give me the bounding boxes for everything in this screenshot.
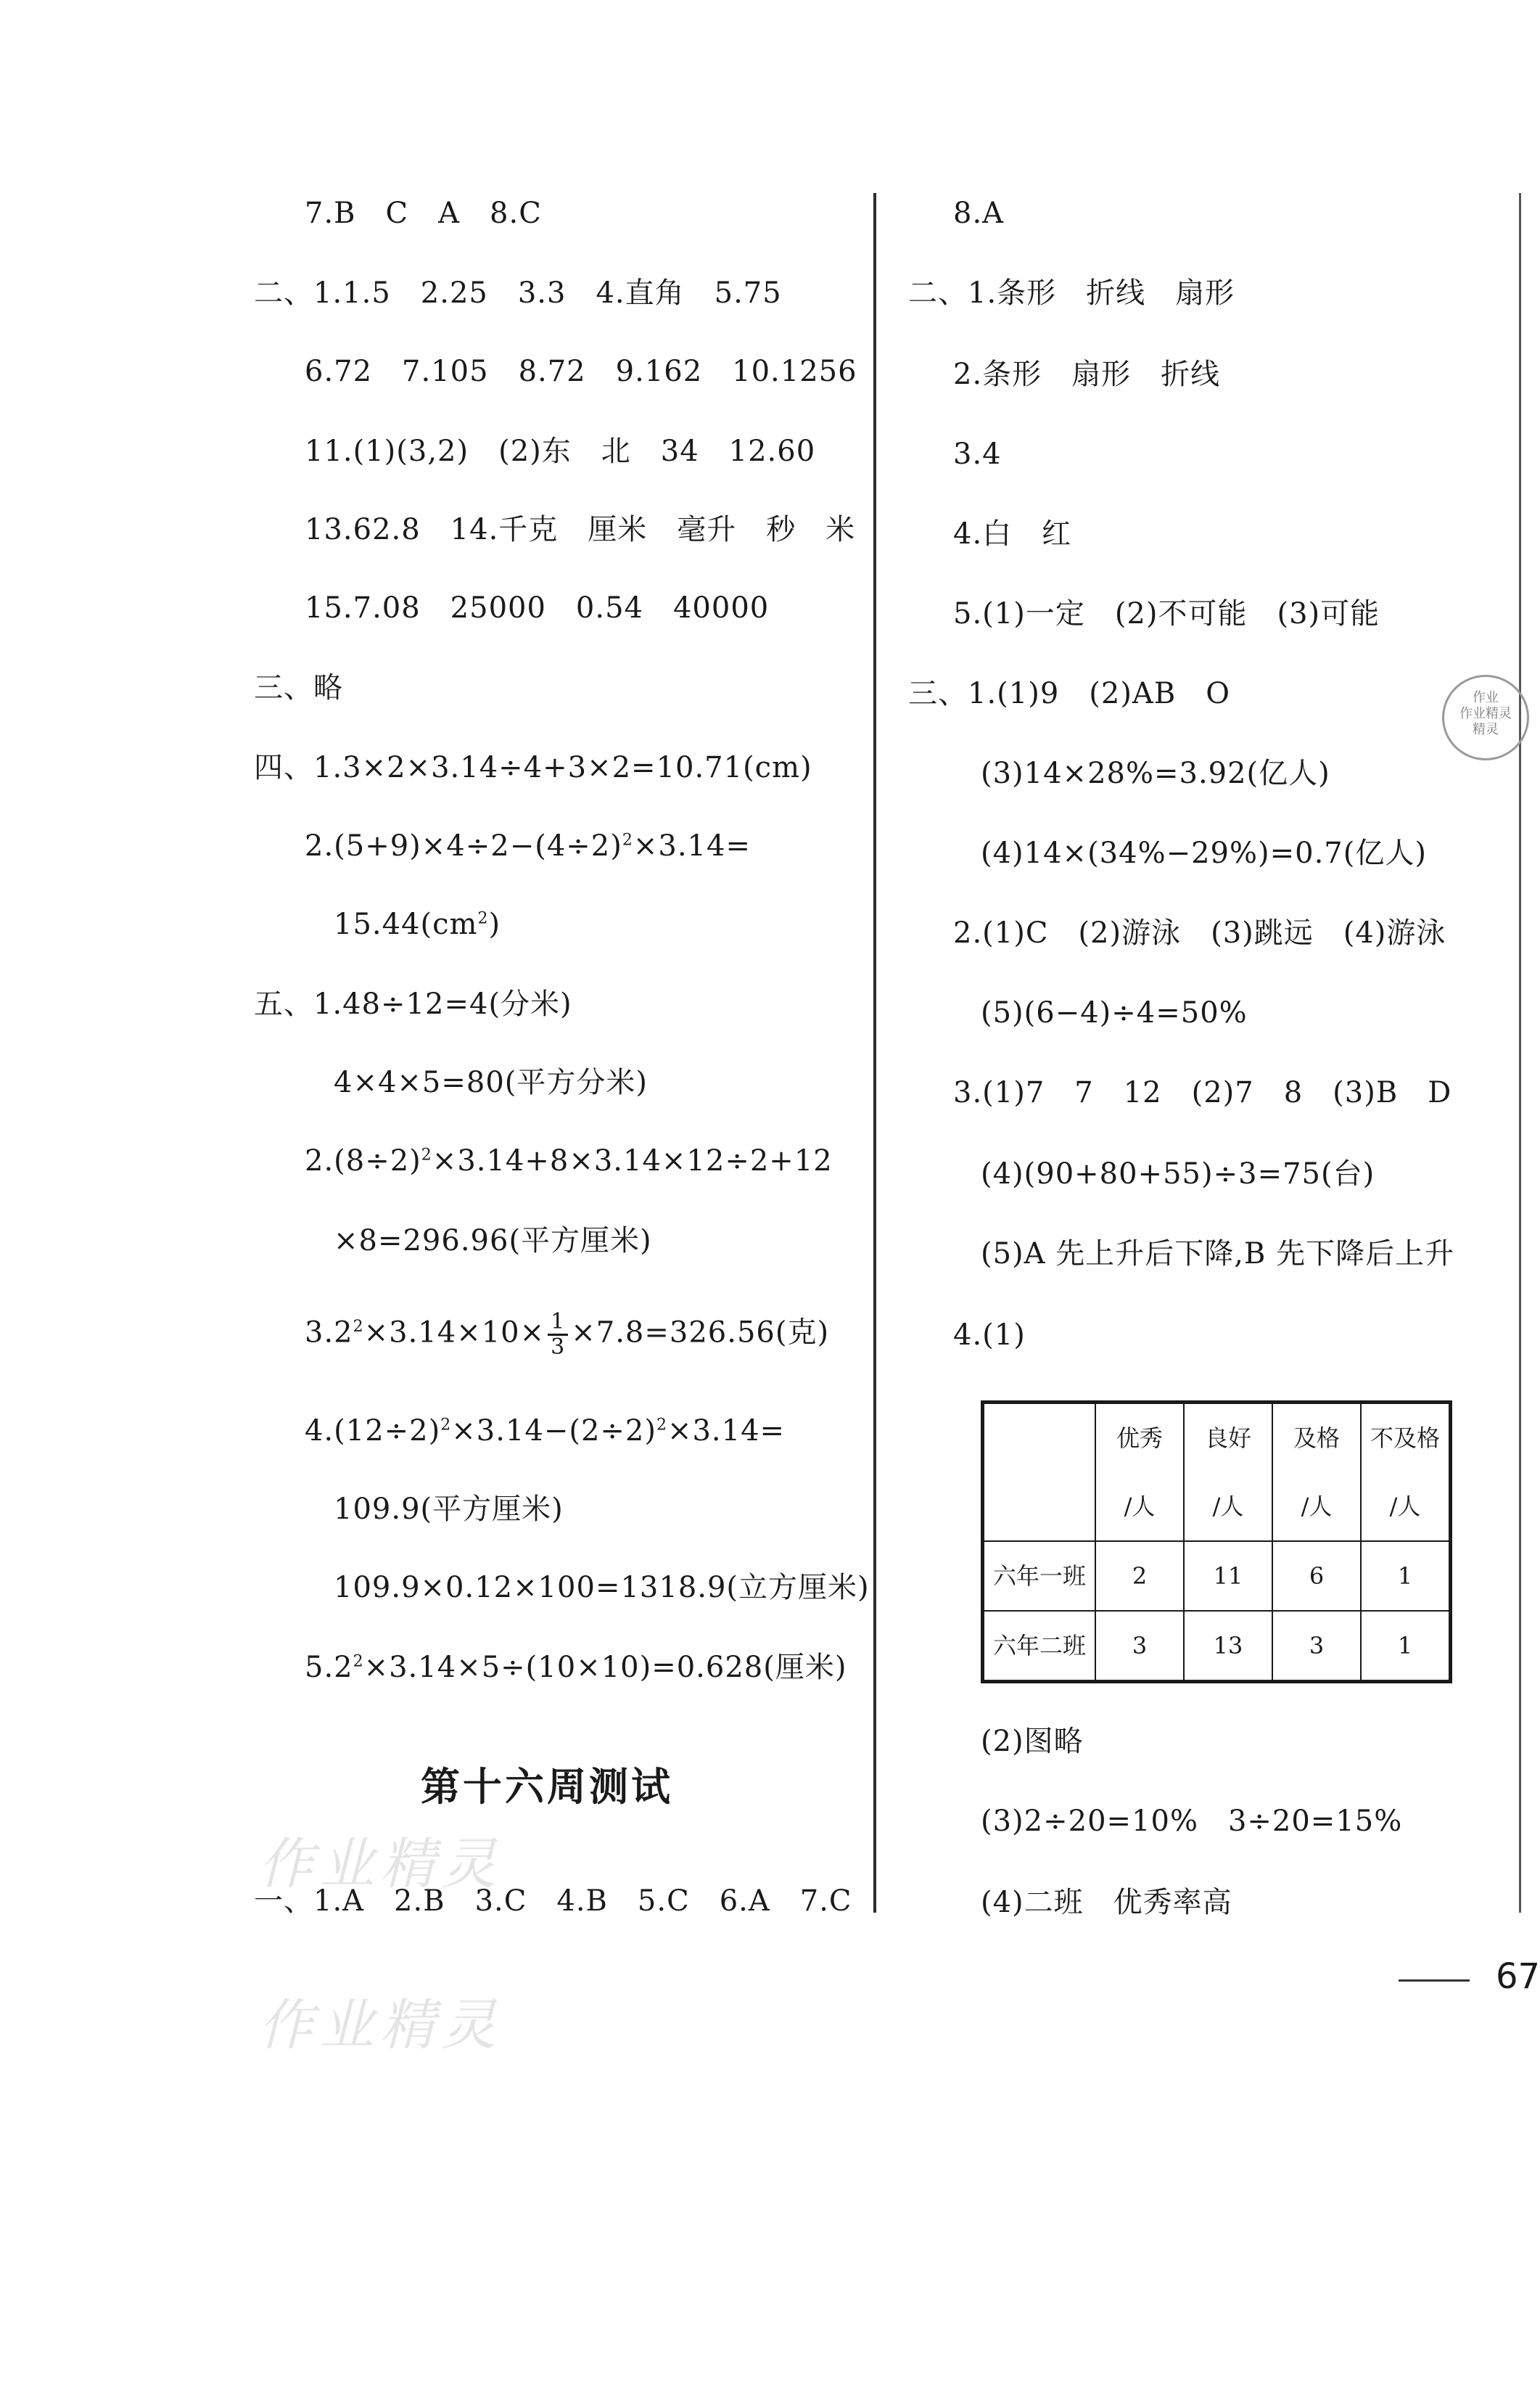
expr-part: ×3.14×10× (363, 1315, 545, 1350)
expr-part: 3.2 (305, 1315, 353, 1350)
stamp-text: 精灵 (1473, 722, 1499, 737)
exponent: 2 (440, 1416, 452, 1434)
answer-line: 五、1.48÷12=4(分米) (254, 988, 572, 1021)
table-header: 优秀 (1095, 1403, 1184, 1473)
answer-line: 4×4×5=80(平方分米) (334, 1066, 648, 1099)
answer-line: 3.(1)7 7 12 (2)7 8 (3)B D (953, 1076, 1452, 1109)
answer-line: 109.9(平方厘米) (334, 1493, 564, 1526)
answer-line: 109.9×0.12×100=1318.9(立方厘米) (334, 1571, 870, 1604)
answer-line: 8.A (953, 197, 1005, 230)
expr-part: 2.(8÷2) (305, 1144, 421, 1178)
answer-line: 四、1.3×2×3.14÷4+3×2=10.71(cm) (254, 751, 812, 784)
answer-line (305, 1411, 785, 1451)
table-header: 及格 (1272, 1403, 1361, 1473)
stamp-text: 作业 (1473, 690, 1499, 705)
row-label: 六年一班 (983, 1541, 1096, 1611)
table-cell: 6 (1272, 1541, 1361, 1611)
table-cell: 2 (1095, 1541, 1184, 1611)
answer-line: 11.(1)(3,2) (2)东 北 34 12.60 (305, 435, 816, 468)
stamp-logo (1442, 675, 1529, 760)
answer-line: (4)(90+80+55)÷3=75(台) (981, 1157, 1375, 1191)
answer-line: 13.62.8 14.千克 厘米 毫升 秒 米 (305, 513, 856, 546)
table-cell: 1 (1361, 1611, 1451, 1682)
page-edge-line (1519, 193, 1521, 1913)
expr-part: ×3.14×5÷(10×10)=0.628(厘米) (363, 1651, 847, 1684)
table-row (983, 1611, 1451, 1682)
table-row (983, 1541, 1451, 1611)
table-header-unit: /人 (1184, 1472, 1272, 1541)
answer-line: 二、1.1.5 2.25 3.3 4.直角 5.75 (254, 276, 782, 310)
answer-line: (3)2÷20=10% 3÷20=15% (981, 1805, 1403, 1838)
exponent: 2 (656, 1416, 667, 1434)
column-divider (873, 193, 876, 1913)
table-header-unit: /人 (1361, 1472, 1451, 1541)
answer-line: 5.(1)一定 (2)不可能 (3)可能 (953, 597, 1380, 631)
answer-line: 4.白 红 (953, 517, 1072, 551)
expr-part: ×3.14= (667, 1414, 786, 1448)
watermark: 作业精灵 (258, 1992, 502, 2057)
fraction (548, 1310, 568, 1359)
score-table (981, 1400, 1452, 1683)
expr-part: ×3.14−(2÷2) (451, 1414, 656, 1448)
expr-part: ×3.14= (633, 829, 751, 863)
table-cell: 11 (1184, 1541, 1272, 1611)
table-header: 良好 (1184, 1403, 1272, 1473)
page-number: 67 (1496, 1956, 1540, 1997)
answer-line: (4)14×(34%−29%)=0.7(亿人) (981, 837, 1427, 870)
exponent: 2 (421, 1146, 432, 1165)
answer-line: 2.条形 扇形 折线 (953, 358, 1221, 391)
table-header-unit: /人 (1095, 1472, 1184, 1541)
section-heading: 第十六周测试 (421, 1764, 673, 1810)
expr-part: ×3.14+8×3.14×12÷2+12 (432, 1144, 833, 1178)
exponent: 2 (622, 831, 633, 850)
table-header-unit: /人 (1272, 1472, 1361, 1541)
page-number-dash (1399, 1979, 1470, 1982)
answer-line: (5)(6−4)÷4=50% (981, 996, 1248, 1030)
fraction-numerator: 1 (548, 1310, 568, 1336)
answer-line: (4)二班 优秀率高 (981, 1886, 1232, 1919)
table-cell: 3 (1095, 1611, 1184, 1682)
answer-line: 7.B C A 8.C (305, 197, 542, 230)
exponent: 2 (353, 1652, 364, 1671)
answer-line: 一、1.A 2.B 3.C 4.B 5.C 6.A 7.C (254, 1884, 852, 1918)
answer-line: 6.72 7.105 8.72 9.162 10.1256 (305, 355, 857, 388)
fraction-denominator: 3 (551, 1334, 566, 1360)
table-corner-cell (983, 1403, 1096, 1542)
watermark: 作业精灵 (258, 1831, 502, 1896)
answer-line (334, 904, 501, 945)
answer-line: 15.7.08 25000 0.54 40000 (305, 591, 770, 625)
answer-line: 2.(1)C (2)游泳 (3)跳远 (4)游泳 (953, 916, 1446, 950)
answer-line: (5)A 先上升后下降,B 先下降后上升 (981, 1237, 1455, 1271)
expr-part: 4.(12÷2) (305, 1414, 441, 1448)
stamp-text: 作业精灵 (1459, 706, 1512, 721)
expr-part: 5.2 (305, 1651, 353, 1684)
answer-line: 3.4 (953, 438, 1002, 471)
table-cell: 3 (1272, 1611, 1361, 1682)
answer-line: (2)图略 (981, 1725, 1084, 1758)
answer-line: (3)14×28%=3.92(亿人) (981, 757, 1330, 790)
exponent: 2 (353, 1318, 364, 1337)
answer-line (305, 1310, 829, 1359)
answer-line (305, 1141, 833, 1181)
answer-line (305, 826, 751, 866)
answer-line: 三、略 (254, 671, 343, 705)
expr-part: ×7.8=326.56(克) (571, 1315, 830, 1350)
table-cell: 13 (1184, 1611, 1272, 1682)
answer-line: ×8=296.96(平方厘米) (334, 1224, 652, 1257)
row-label: 六年二班 (983, 1611, 1096, 1682)
table-header: 不及格 (1361, 1403, 1451, 1473)
expr-part: 15.44(cm (334, 908, 478, 941)
exponent: 2 (477, 909, 489, 928)
expr-part: 2.(5+9)×4÷2−(4÷2) (305, 829, 622, 863)
table-cell: 1 (1361, 1541, 1451, 1611)
answer-line: 二、1.条形 折线 扇形 (908, 276, 1235, 310)
answer-line (305, 1647, 847, 1688)
answer-line: 三、1.(1)9 (2)AB O (908, 677, 1231, 710)
answer-line: 4.(1) (953, 1318, 1026, 1352)
expr-part: ) (488, 908, 501, 941)
